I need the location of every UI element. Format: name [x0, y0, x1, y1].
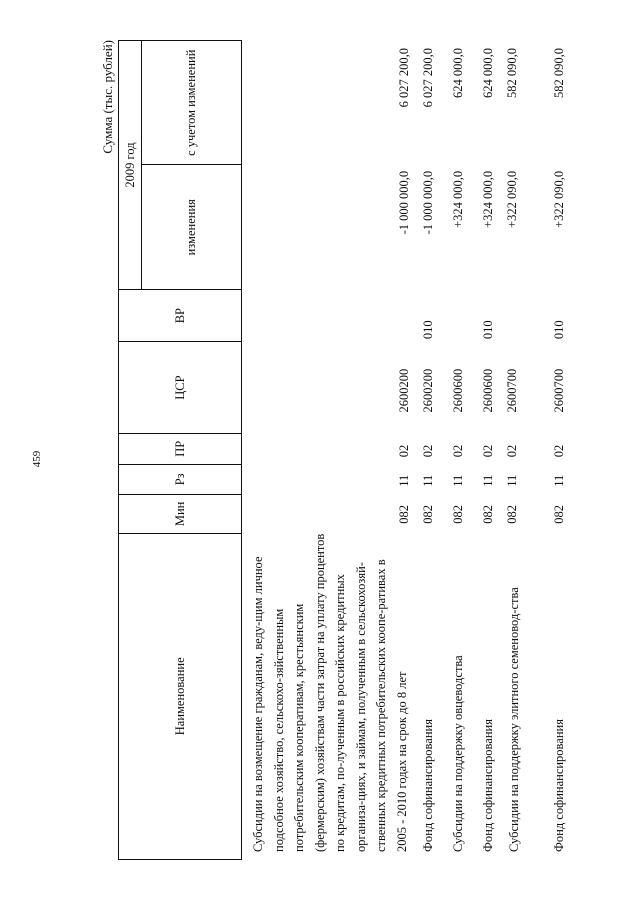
row-pr: 02 — [505, 444, 519, 458]
row-with-changes: 624 000,0 — [450, 48, 465, 98]
table-row — [502, 40, 543, 860]
header-min: Мин — [119, 495, 241, 533]
row-min: 082 — [420, 505, 435, 524]
header-sum — [119, 40, 241, 290]
row-rz: 11 — [420, 474, 435, 487]
row-min: 082 — [397, 505, 411, 524]
row-with-changes: 582 090,0 — [505, 48, 519, 98]
row-rz: 11 — [480, 474, 495, 487]
row-pr: 02 — [420, 444, 435, 458]
header-pr: ПР — [119, 434, 241, 465]
row-min: 082 — [480, 505, 495, 524]
row-pr: 02 — [551, 444, 566, 458]
row-pr: 02 — [480, 444, 495, 458]
row-vr: 010 — [420, 320, 435, 340]
row-with-changes: 582 090,0 — [551, 48, 566, 98]
row-name: Фонд софинансирования — [551, 719, 566, 852]
row-vr — [456, 288, 458, 345]
row-rz: 11 — [505, 474, 519, 487]
table-row — [412, 40, 442, 860]
budget-table — [118, 40, 573, 860]
row-changes: +324 000,0 — [450, 170, 465, 228]
units-label: Сумма (тыс. рублей) — [100, 40, 115, 154]
header-with-changes: с учетом изменений — [142, 41, 241, 166]
row-min: 082 — [551, 505, 566, 524]
row-changes: +324 000,0 — [480, 170, 495, 228]
row-name: Субсидии на поддержку элитного семеновод-ства — [507, 587, 521, 852]
row-rz: 11 — [551, 474, 566, 487]
header-csr: ЦСР — [119, 342, 241, 434]
row-with-changes: 6 027 200,0 — [420, 48, 435, 108]
row-csr: 2600700 — [505, 368, 519, 413]
header-name: Наименование — [119, 534, 241, 860]
table-row — [543, 40, 573, 860]
header-year: 2009 год — [119, 41, 142, 289]
row-changes: +322 090,0 — [551, 170, 566, 228]
header-vr: ВР — [119, 290, 241, 342]
row-csr: 2600200 — [397, 368, 411, 413]
row-csr: 2600200 — [420, 368, 435, 413]
row-name: Субсидии на возмещение гражданам, веду-щим личное подсобное хозяйство, сельскохо-зяйственным потребительским кооперативам, крестьянским (фермерским) хозяйствам части затрат на уплату процентов по кредитам, по-лученным в российских кредитных организа-циях, и займам, полученным в сельскохозяй-ственных кредитных потребительских коопе-ративах в 2005 - 2010 годах на срок до 8 лет — [251, 533, 409, 852]
table-row — [442, 40, 472, 860]
table-row — [472, 40, 502, 860]
row-rz: 11 — [397, 474, 411, 487]
row-name: Фонд софинансирования — [420, 719, 435, 852]
header-changes: изменения — [184, 199, 198, 256]
table-row — [246, 40, 412, 860]
row-vr — [502, 288, 543, 345]
header-rz: Рз — [119, 465, 241, 496]
row-min: 082 — [450, 505, 465, 524]
page-number: 459 — [31, 450, 43, 468]
row-vr: 010 — [551, 320, 566, 340]
row-rz: 11 — [450, 474, 465, 487]
row-pr: 02 — [450, 444, 465, 458]
row-name: Субсидии на поддержку овцеводства — [450, 655, 465, 852]
row-min: 082 — [505, 505, 519, 524]
row-changes: -1 000 000,0 — [397, 170, 411, 235]
row-with-changes: 624 000,0 — [480, 48, 495, 98]
row-csr: 2600600 — [480, 368, 495, 413]
row-pr: 02 — [397, 444, 411, 458]
row-changes: +322 090,0 — [505, 170, 519, 228]
row-with-changes: 6 027 200,0 — [397, 48, 411, 108]
row-vr: 010 — [480, 320, 495, 340]
row-csr: 2600600 — [450, 368, 465, 413]
row-changes: -1 000 000,0 — [420, 170, 435, 235]
row-csr: 2600700 — [551, 368, 566, 413]
row-vr — [410, 288, 412, 345]
row-name: Фонд софинансирования — [480, 719, 495, 852]
table-header — [118, 40, 242, 860]
rotated-table-sheet — [100, 40, 566, 860]
